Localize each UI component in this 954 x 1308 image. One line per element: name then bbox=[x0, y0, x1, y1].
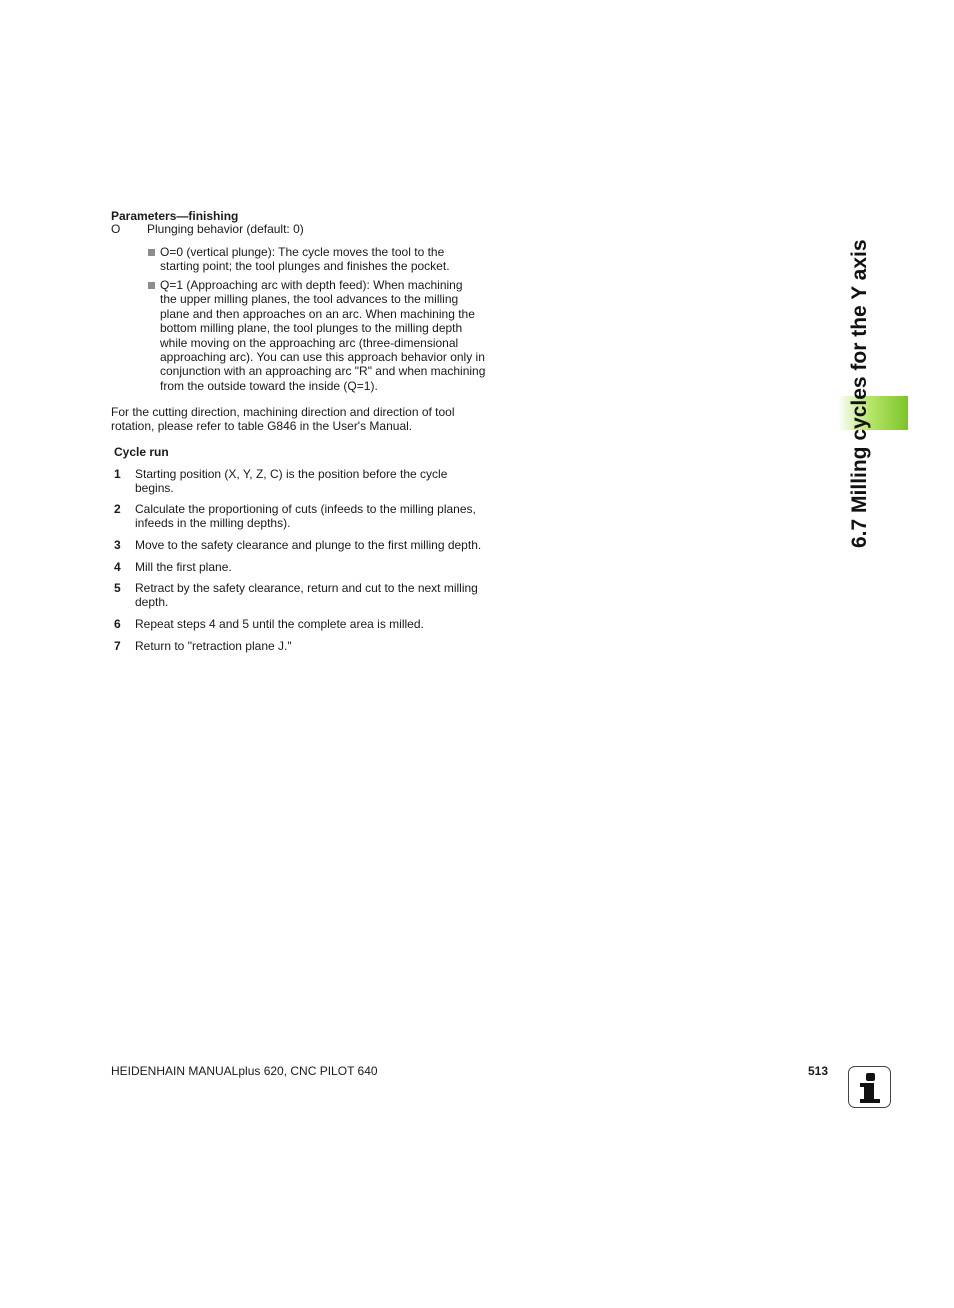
bullet-line: the upper milling planes, the tool advances to the milling bbox=[160, 292, 459, 307]
step-item bbox=[114, 467, 514, 496]
cycle-run-heading: Cycle run bbox=[114, 445, 169, 459]
bullet-line: starting point; the tool plunges and finishes the pocket. bbox=[160, 259, 450, 274]
step-number: 5 bbox=[114, 581, 121, 595]
note-line: For the cutting direction, machining direction and direction of tool bbox=[111, 405, 455, 419]
step-number: 1 bbox=[114, 467, 121, 481]
step-number: 2 bbox=[114, 502, 121, 516]
step-line: Retract by the safety clearance, return and cut to the next milling bbox=[135, 581, 478, 595]
bullet-line: approaching arc). You can use this approach behavior only in bbox=[160, 350, 485, 365]
bullet-line: plane and then approaches on an arc. When machining the bbox=[160, 306, 475, 321]
info-icon bbox=[848, 1066, 891, 1108]
footer-product-name: HEIDENHAIN MANUALplus 620, CNC PILOT 640 bbox=[111, 1064, 378, 1078]
bullet-line: Q=1 (Approaching arc with depth feed): When machining bbox=[160, 278, 463, 292]
bullet-square-icon bbox=[148, 282, 155, 289]
step-line: infeeds in the milling depths). bbox=[135, 516, 291, 531]
bullet-line: conjunction with an approaching arc "R" and when machining bbox=[160, 364, 486, 379]
parameters-heading: Parameters—finishing bbox=[111, 209, 239, 223]
step-line: begins. bbox=[135, 481, 174, 496]
parameter-description: Plunging behavior (default: 0) bbox=[147, 222, 304, 236]
bullet-line: O=0 (vertical plunge): The cycle moves the tool to the bbox=[160, 245, 445, 259]
bullet-line: from the outside toward the inside (Q=1). bbox=[160, 378, 378, 393]
bullet-line: bottom milling plane, the tool plunges to the milling depth bbox=[160, 321, 463, 336]
note-line: rotation, please refer to table G846 in the User's Manual. bbox=[111, 419, 413, 434]
note-paragraph bbox=[111, 405, 511, 434]
bullet-item bbox=[148, 278, 508, 393]
step-item bbox=[114, 560, 514, 574]
step-number: 6 bbox=[114, 617, 121, 631]
step-item bbox=[114, 617, 514, 631]
step-line: depth. bbox=[135, 595, 169, 610]
step-item bbox=[114, 639, 514, 653]
step-line: Return to "retraction plane J." bbox=[135, 639, 292, 653]
step-number: 4 bbox=[114, 560, 121, 574]
bullet-line: while moving on the approaching arc (three-dimensional bbox=[160, 335, 459, 350]
page-number: 513 bbox=[808, 1064, 829, 1078]
bullet-item bbox=[148, 245, 508, 274]
chapter-title: 6.7 Milling cycles for the Y axis bbox=[848, 239, 871, 548]
step-item bbox=[114, 502, 514, 531]
step-item bbox=[114, 581, 514, 610]
step-number: 7 bbox=[114, 639, 121, 653]
parameter-letter: O bbox=[111, 222, 121, 236]
bullet-square-icon bbox=[148, 249, 155, 256]
step-number: 3 bbox=[114, 538, 121, 552]
step-item bbox=[114, 538, 514, 552]
step-line: Mill the first plane. bbox=[135, 560, 232, 574]
step-line: Move to the safety clearance and plunge to the first milling depth. bbox=[135, 538, 482, 552]
step-line: Calculate the proportioning of cuts (infeeds to the milling planes, bbox=[135, 502, 476, 516]
step-line: Starting position (X, Y, Z, C) is the position before the cycle bbox=[135, 467, 448, 481]
step-line: Repeat steps 4 and 5 until the complete area is milled. bbox=[135, 617, 424, 631]
